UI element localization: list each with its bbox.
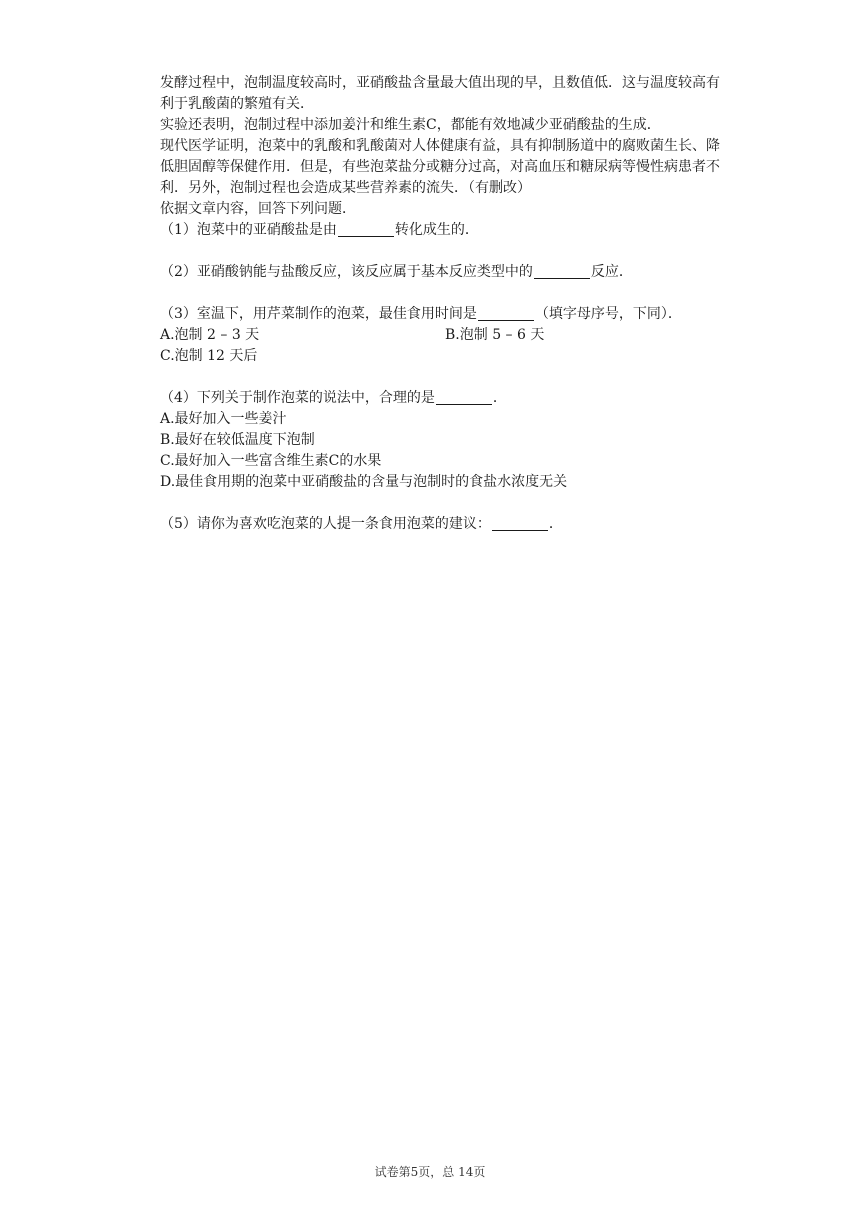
question-2 bbox=[160, 262, 730, 283]
article-paragraph: 现代医学证明，泡菜中的乳酸和乳酸菌对人体健康有益，具有抑制肠道中的腐败菌生长、降低胆固醇等保健作用．但是，有些泡菜盐分或糖分过高，对高血压和糖尿病等慢性病患者不利．另外，泡制过程也会造成某些营养素的流失．（有删改） bbox=[160, 138, 720, 196]
question-3-tail: （填字母序号，下同）． bbox=[534, 306, 682, 322]
instruction-text: 依据文章内容，回答下列问题． bbox=[160, 201, 356, 217]
question-2-tail: 反应． bbox=[590, 264, 633, 280]
question-5-text: （5）请你为喜欢吃泡菜的人提一条食用泡菜的建议： bbox=[160, 516, 491, 532]
answer-blank[interactable] bbox=[436, 389, 492, 405]
article-paragraph: 实验还表明，泡制过程中添加姜汁和维生素C，都能有效地减少亚硝酸盐的生成． bbox=[160, 117, 661, 133]
answer-blank[interactable] bbox=[478, 305, 534, 321]
question-2-text: （2）亚硝酸钠能与盐酸反应，该反应属于基本反应类型中的 bbox=[160, 264, 533, 280]
page-footer: 试卷第5页，总 14页 bbox=[374, 1165, 486, 1179]
question-5-tail: ． bbox=[548, 516, 563, 532]
answer-blank[interactable] bbox=[534, 263, 590, 279]
option-b[interactable]: B.泡制 5 – 6 天 bbox=[445, 327, 545, 343]
option-d[interactable]: D.最佳食用期的泡菜中亚硝酸盐的含量与泡制时的食盐水浓度无关 bbox=[160, 474, 568, 490]
question-3 bbox=[160, 304, 730, 325]
question-4-tail: ． bbox=[492, 390, 507, 406]
question-4 bbox=[160, 388, 730, 409]
option-c[interactable]: C.泡制 12 天后 bbox=[160, 348, 258, 364]
option-c[interactable]: C.最好加入一些富含维生素C的水果 bbox=[160, 453, 382, 469]
answer-blank[interactable] bbox=[492, 515, 548, 531]
document-body bbox=[160, 73, 730, 535]
option-a[interactable]: A.泡制 2 – 3 天 bbox=[160, 327, 260, 343]
option-b[interactable]: B.最好在较低温度下泡制 bbox=[160, 432, 315, 448]
question-3-text: （3）室温下，用芹菜制作的泡菜，最佳食用时间是 bbox=[160, 306, 477, 322]
question-1 bbox=[160, 220, 730, 241]
question-5 bbox=[160, 514, 730, 535]
answer-blank[interactable] bbox=[338, 221, 394, 237]
question-4-text: （4）下列关于制作泡菜的说法中，合理的是 bbox=[160, 390, 435, 406]
option-a[interactable]: A.最好加入一些姜汁 bbox=[160, 411, 287, 427]
article-paragraph: 发酵过程中，泡制温度较高时，亚硝酸盐含量最大值出现的早，且数值低．这与温度较高有利于乳酸菌的繁殖有关． bbox=[160, 75, 720, 112]
question-1-text: （1）泡菜中的亚硝酸盐是由 bbox=[160, 222, 337, 238]
question-1-tail: 转化成生的． bbox=[394, 222, 479, 238]
